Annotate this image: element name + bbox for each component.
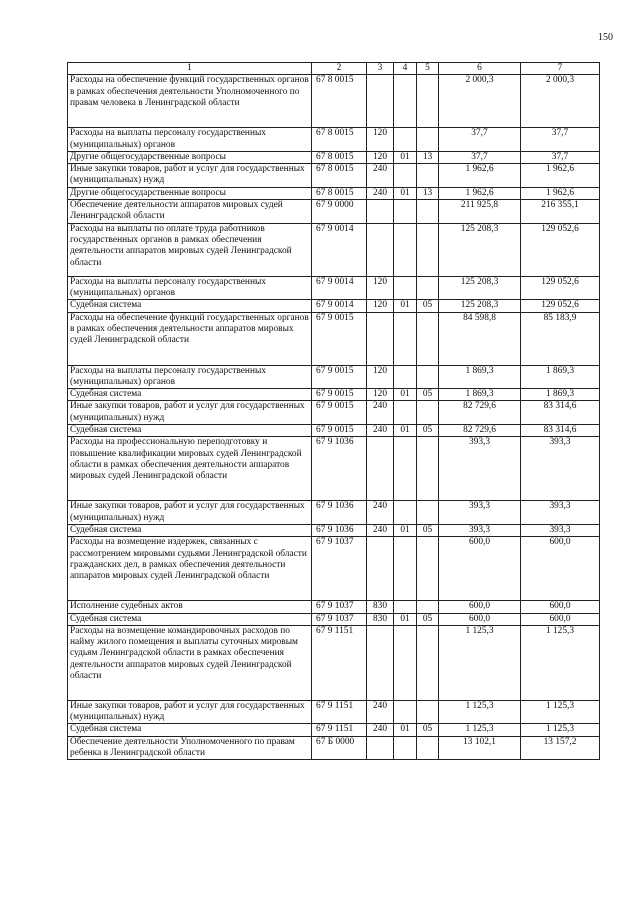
- row-description: Расходы на выплаты по оплате труда работников государственных органов в рамках обеспечения деятельности аппаратов мировых судей Ленинградской области: [68, 223, 312, 276]
- row-expense-type: [367, 75, 394, 128]
- row-subsection: [417, 312, 439, 365]
- row-description: Исполнение судебных актов: [68, 601, 312, 613]
- table-row: [68, 300, 600, 312]
- row-subsection: [417, 537, 439, 601]
- row-section: 01: [394, 187, 417, 199]
- row-code: 67 9 1036: [312, 437, 367, 501]
- row-section: 01: [394, 300, 417, 312]
- row-subsection: [417, 437, 439, 501]
- row-subsection: 05: [417, 524, 439, 536]
- row-expense-type: [367, 625, 394, 700]
- row-subsection: [417, 501, 439, 525]
- table-row: [68, 389, 600, 401]
- row-amount-col7: 393,3: [521, 524, 600, 536]
- row-expense-type: 240: [367, 187, 394, 199]
- row-code: 67 8 0015: [312, 128, 367, 152]
- row-subsection: [417, 365, 439, 389]
- row-amount-col7: 1 869,3: [521, 389, 600, 401]
- row-expense-type: 240: [367, 501, 394, 525]
- row-expense-type: [367, 312, 394, 365]
- row-section: [394, 164, 417, 188]
- row-amount-col6: 82 729,6: [439, 401, 521, 425]
- row-amount-col6: 125 208,3: [439, 300, 521, 312]
- row-subsection: 13: [417, 151, 439, 163]
- row-expense-type: 240: [367, 700, 394, 724]
- table-row: [68, 187, 600, 199]
- row-amount-col7: 216 355,1: [521, 200, 600, 224]
- table-row: [68, 128, 600, 152]
- row-amount-col7: 129 052,6: [521, 300, 600, 312]
- row-expense-type: [367, 223, 394, 276]
- row-code: 67 9 1151: [312, 724, 367, 736]
- row-code: 67 8 0015: [312, 151, 367, 163]
- row-amount-col7: 129 052,6: [521, 276, 600, 300]
- row-expense-type: 120: [367, 276, 394, 300]
- row-code: 67 9 1151: [312, 625, 367, 700]
- row-description: Расходы на обеспечение функций государственных органов в рамках обеспечения деятельности Уполномоченного по правам человека в Ленинградской области: [68, 75, 312, 128]
- row-amount-col6: 600,0: [439, 601, 521, 613]
- row-amount-col7: 600,0: [521, 537, 600, 601]
- row-description: Расходы на выплаты персоналу государственных (муниципальных) органов: [68, 128, 312, 152]
- row-subsection: [417, 401, 439, 425]
- table-row: [68, 601, 600, 613]
- row-code: 67 8 0015: [312, 187, 367, 199]
- row-amount-col7: 1 962,6: [521, 164, 600, 188]
- row-amount-col6: 1 869,3: [439, 365, 521, 389]
- table-row: [68, 151, 600, 163]
- header-cell: 4: [394, 63, 417, 75]
- row-expense-type: 830: [367, 613, 394, 625]
- row-amount-col6: 393,3: [439, 524, 521, 536]
- row-description: Иные закупки товаров, работ и услуг для государственных (муниципальных) нужд: [68, 164, 312, 188]
- row-section: 01: [394, 151, 417, 163]
- row-subsection: 05: [417, 613, 439, 625]
- row-code: 67 9 1151: [312, 700, 367, 724]
- row-code: 67 9 1037: [312, 601, 367, 613]
- row-section: [394, 128, 417, 152]
- table-row: [68, 724, 600, 736]
- row-amount-col7: 129 052,6: [521, 223, 600, 276]
- row-description: Другие общегосударственные вопросы: [68, 151, 312, 163]
- row-code: 67 9 0015: [312, 401, 367, 425]
- row-section: [394, 437, 417, 501]
- row-amount-col7: 1 125,3: [521, 700, 600, 724]
- row-amount-col6: 1 125,3: [439, 700, 521, 724]
- row-expense-type: 120: [367, 151, 394, 163]
- row-expense-type: 830: [367, 601, 394, 613]
- table-row: [68, 524, 600, 536]
- row-code: 67 9 1037: [312, 613, 367, 625]
- row-amount-col6: 84 598,8: [439, 312, 521, 365]
- row-subsection: [417, 128, 439, 152]
- row-description: Расходы на выплаты персоналу государственных (муниципальных) органов: [68, 365, 312, 389]
- row-subsection: 05: [417, 425, 439, 437]
- row-description: Судебная система: [68, 300, 312, 312]
- header-cell: 1: [68, 63, 312, 75]
- row-section: 01: [394, 524, 417, 536]
- row-code: 67 9 1036: [312, 524, 367, 536]
- row-code: 67 9 0014: [312, 300, 367, 312]
- row-code: 67 9 0015: [312, 389, 367, 401]
- row-amount-col7: 37,7: [521, 151, 600, 163]
- row-expense-type: 240: [367, 524, 394, 536]
- row-subsection: [417, 223, 439, 276]
- row-subsection: [417, 75, 439, 128]
- row-section: 01: [394, 425, 417, 437]
- table-row: [68, 223, 600, 276]
- row-amount-col6: 37,7: [439, 128, 521, 152]
- row-section: [394, 276, 417, 300]
- row-amount-col6: 13 102,1: [439, 736, 521, 760]
- budget-table-body: [68, 63, 600, 760]
- row-amount-col6: 1 962,6: [439, 164, 521, 188]
- row-amount-col6: 37,7: [439, 151, 521, 163]
- row-section: [394, 312, 417, 365]
- row-description: Обеспечение деятельности Уполномоченного по правам ребенка в Ленинградской области: [68, 736, 312, 760]
- row-code: 67 8 0015: [312, 164, 367, 188]
- row-amount-col6: 393,3: [439, 501, 521, 525]
- row-amount-col6: 125 208,3: [439, 223, 521, 276]
- row-amount-col6: 211 925,8: [439, 200, 521, 224]
- table-row: [68, 736, 600, 760]
- table-row: [68, 700, 600, 724]
- row-section: [394, 501, 417, 525]
- table-row: [68, 501, 600, 525]
- row-description: Иные закупки товаров, работ и услуг для государственных (муниципальных) нужд: [68, 401, 312, 425]
- row-subsection: 05: [417, 724, 439, 736]
- row-expense-type: 120: [367, 365, 394, 389]
- row-code: 67 9 0015: [312, 365, 367, 389]
- row-expense-type: 240: [367, 425, 394, 437]
- budget-table: [67, 62, 600, 760]
- header-cell: 6: [439, 63, 521, 75]
- row-section: [394, 700, 417, 724]
- row-description: Расходы на возмещение командировочных расходов по найму жилого помещения и выплаты суточных мировым судьям Ленинградской области в рамках обеспечения деятельности аппаратов мировых судей Ленинградской области: [68, 625, 312, 700]
- row-expense-type: 240: [367, 401, 394, 425]
- table-row: [68, 312, 600, 365]
- table-row: [68, 625, 600, 700]
- row-subsection: [417, 276, 439, 300]
- table-row: [68, 75, 600, 128]
- row-amount-col6: 1 125,3: [439, 625, 521, 700]
- row-amount-col6: 82 729,6: [439, 425, 521, 437]
- header-cell: 5: [417, 63, 439, 75]
- row-code: 67 9 0014: [312, 223, 367, 276]
- row-section: [394, 200, 417, 224]
- row-amount-col7: 1 869,3: [521, 365, 600, 389]
- row-description: Судебная система: [68, 425, 312, 437]
- row-amount-col7: 1 962,6: [521, 187, 600, 199]
- row-amount-col7: 37,7: [521, 128, 600, 152]
- row-amount-col7: 1 125,3: [521, 625, 600, 700]
- table-row: [68, 425, 600, 437]
- row-description: Расходы на возмещение издержек, связанных с рассмотрением мировыми судьями Ленинградской области гражданских дел, в рамках обеспечения деятельности аппаратов мировых судей Ленинградской области: [68, 537, 312, 601]
- row-expense-type: [367, 736, 394, 760]
- row-section: [394, 401, 417, 425]
- row-section: 01: [394, 613, 417, 625]
- row-section: [394, 625, 417, 700]
- row-description: Иные закупки товаров, работ и услуг для государственных (муниципальных) нужд: [68, 700, 312, 724]
- row-section: 01: [394, 724, 417, 736]
- row-subsection: [417, 164, 439, 188]
- row-subsection: [417, 700, 439, 724]
- row-expense-type: [367, 200, 394, 224]
- row-amount-col7: 2 000,3: [521, 75, 600, 128]
- row-amount-col6: 125 208,3: [439, 276, 521, 300]
- row-section: [394, 223, 417, 276]
- row-amount-col7: 600,0: [521, 601, 600, 613]
- row-code: 67 9 1036: [312, 501, 367, 525]
- row-description: Судебная система: [68, 613, 312, 625]
- row-code: 67 9 0014: [312, 276, 367, 300]
- table-row: [68, 537, 600, 601]
- row-subsection: 05: [417, 300, 439, 312]
- header-cell: 7: [521, 63, 600, 75]
- row-expense-type: 120: [367, 389, 394, 401]
- row-section: [394, 365, 417, 389]
- row-section: [394, 601, 417, 613]
- table-row: [68, 401, 600, 425]
- row-section: [394, 736, 417, 760]
- row-section: [394, 75, 417, 128]
- row-amount-col6: 1 962,6: [439, 187, 521, 199]
- row-expense-type: 240: [367, 724, 394, 736]
- row-expense-type: 240: [367, 164, 394, 188]
- row-description: Судебная система: [68, 389, 312, 401]
- row-description: Обеспечение деятельности аппаратов мировых судей Ленинградской области: [68, 200, 312, 224]
- row-description: Расходы на выплаты персоналу государственных (муниципальных) органов: [68, 276, 312, 300]
- row-amount-col6: 393,3: [439, 437, 521, 501]
- table-row: [68, 613, 600, 625]
- row-amount-col7: 393,3: [521, 501, 600, 525]
- row-code: 67 8 0015: [312, 75, 367, 128]
- table-row: [68, 365, 600, 389]
- row-amount-col7: 85 183,9: [521, 312, 600, 365]
- row-subsection: 13: [417, 187, 439, 199]
- row-amount-col7: 83 314,6: [521, 425, 600, 437]
- table-header-row: [68, 63, 600, 75]
- table-row: [68, 276, 600, 300]
- row-amount-col7: 13 157,2: [521, 736, 600, 760]
- row-code: 67 9 0000: [312, 200, 367, 224]
- row-amount-col7: 1 125,3: [521, 724, 600, 736]
- row-subsection: [417, 601, 439, 613]
- table-row: [68, 200, 600, 224]
- row-amount-col6: 600,0: [439, 613, 521, 625]
- row-expense-type: [367, 437, 394, 501]
- row-subsection: [417, 200, 439, 224]
- row-description: Другие общегосударственные вопросы: [68, 187, 312, 199]
- row-expense-type: 120: [367, 128, 394, 152]
- row-expense-type: [367, 537, 394, 601]
- row-amount-col7: 393,3: [521, 437, 600, 501]
- row-section: 01: [394, 389, 417, 401]
- row-description: Расходы на обеспечение функций государственных органов в рамках обеспечения деятельности аппаратов мировых судей Ленинградской области: [68, 312, 312, 365]
- row-subsection: [417, 736, 439, 760]
- row-amount-col7: 83 314,6: [521, 401, 600, 425]
- row-subsection: [417, 625, 439, 700]
- row-code: 67 Б 0000: [312, 736, 367, 760]
- header-cell: 2: [312, 63, 367, 75]
- row-amount-col7: 600,0: [521, 613, 600, 625]
- row-description: Судебная система: [68, 524, 312, 536]
- page-number: 150: [598, 32, 613, 43]
- row-section: [394, 537, 417, 601]
- row-amount-col6: 1 125,3: [439, 724, 521, 736]
- table-row: [68, 164, 600, 188]
- row-amount-col6: 1 869,3: [439, 389, 521, 401]
- row-expense-type: 120: [367, 300, 394, 312]
- row-description: Иные закупки товаров, работ и услуг для государственных (муниципальных) нужд: [68, 501, 312, 525]
- row-amount-col6: 600,0: [439, 537, 521, 601]
- row-code: 67 9 1037: [312, 537, 367, 601]
- row-subsection: 05: [417, 389, 439, 401]
- table-row: [68, 437, 600, 501]
- row-code: 67 9 0015: [312, 312, 367, 365]
- row-description: Расходы на профессиональную переподготовку и повышение квалификации мировых судей Ленинградской области в рамках обеспечения деятельности аппаратов мировых судей Ленинградской области: [68, 437, 312, 501]
- row-amount-col6: 2 000,3: [439, 75, 521, 128]
- row-code: 67 9 0015: [312, 425, 367, 437]
- row-description: Судебная система: [68, 724, 312, 736]
- header-cell: 3: [367, 63, 394, 75]
